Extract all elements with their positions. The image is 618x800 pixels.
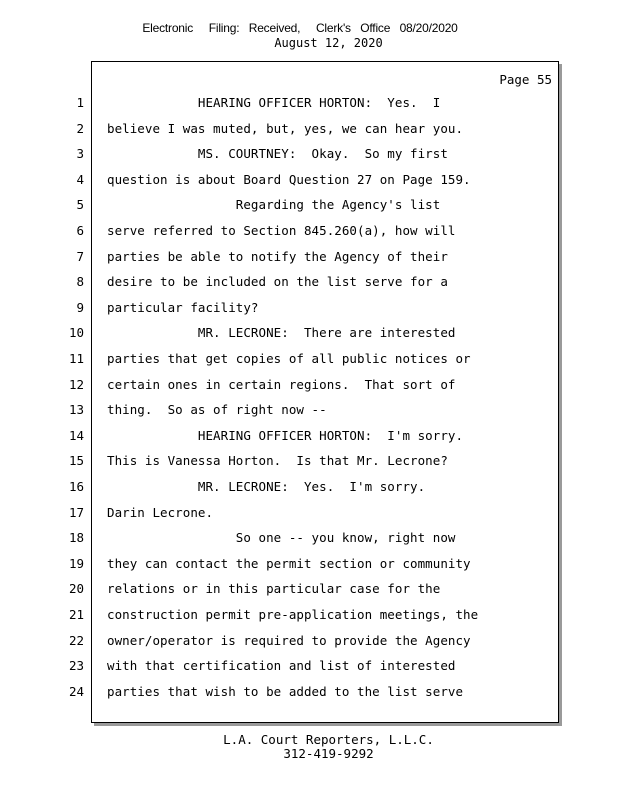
line-number: 3 (76, 146, 84, 162)
transcript-line (0, 529, 618, 547)
transcript-line (0, 196, 618, 214)
footer (0, 733, 618, 761)
line-text: MR. LECRONE: Yes. I'm sorry. (107, 479, 426, 494)
transcript-line (0, 657, 618, 675)
line-text: Darin Lecrone. (107, 504, 214, 520)
line-text: MS. COURTNEY: Okay. So my first (107, 146, 448, 162)
line-text: HEARING OFFICER HORTON: I'm sorry. (107, 427, 464, 443)
transcript-line (0, 606, 618, 624)
line-number: 2 (76, 120, 84, 136)
line-text: parties that get copies of all public notices or (107, 351, 471, 366)
transcript-line (0, 376, 618, 394)
line-number: 9 (76, 299, 84, 315)
line-text: owner/operator is required to provide the Agency (107, 632, 471, 648)
transcript-line (0, 222, 618, 240)
line-number: 5 (76, 197, 84, 213)
line-text: relations or in this particular case for the (107, 581, 441, 597)
transcript-line (0, 632, 618, 650)
line-text: So one -- you know, right now (107, 530, 456, 546)
transcript-line (0, 145, 618, 163)
line-text: Regarding the Agency's list (107, 197, 441, 213)
line-number: 12 (68, 376, 84, 392)
reporter-phone: 312-419-9292 (283, 746, 374, 761)
transcript-line (0, 273, 618, 291)
line-number: 24 (68, 683, 84, 699)
line-text: This is Vanessa Horton. Is that Mr. Lecrone? (107, 453, 448, 469)
filing-stamp: Electronic Filing: Received, Clerk's Office 08/20/2020 (142, 21, 458, 35)
transcript-line (0, 401, 618, 419)
transcript-line (0, 504, 618, 522)
line-number: 8 (76, 274, 84, 290)
line-number: 17 (68, 504, 84, 520)
line-text: construction permit pre-application meetings, the (107, 607, 479, 622)
transcript-line (0, 299, 618, 317)
line-text: question is about Board Question 27 on Page 159. (107, 171, 471, 187)
transcript-line (0, 171, 618, 189)
line-text: thing. So as of right now -- (107, 402, 327, 418)
transcript-line (0, 555, 618, 573)
line-number: 7 (76, 248, 84, 264)
line-number: 10 (68, 325, 84, 341)
transcript-date: August 12, 2020 (274, 36, 383, 50)
line-text: HEARING OFFICER HORTON: Yes. I (107, 95, 441, 110)
line-text: serve referred to Section 845.260(a), how will (107, 223, 456, 238)
line-number: 18 (68, 530, 84, 546)
transcript-line (0, 248, 618, 266)
line-text: parties be able to notify the Agency of their (107, 248, 448, 264)
line-text: they can contact the permit section or community (107, 555, 471, 571)
transcript-line (0, 350, 618, 368)
line-number: 14 (68, 427, 84, 443)
line-text: believe I was muted, but, yes, we can hear you. (107, 120, 464, 136)
line-text: certain ones in certain regions. That sort of (107, 376, 456, 392)
page-number: Page 55 (499, 72, 552, 87)
reporter-company: L.A. Court Reporters, L.L.C. (223, 732, 434, 747)
line-number: 21 (68, 607, 84, 622)
line-number: 13 (68, 402, 84, 418)
line-number: 6 (76, 223, 84, 238)
line-number: 1 (76, 95, 84, 110)
transcript-line (0, 120, 618, 138)
transcript-line (0, 94, 618, 112)
line-text: particular facility? (107, 299, 259, 315)
line-number: 11 (68, 351, 84, 366)
line-number: 22 (68, 632, 84, 648)
line-number: 20 (68, 581, 84, 597)
line-text: with that certification and list of interested (107, 658, 456, 674)
transcript-line (0, 452, 618, 470)
line-number: 4 (76, 171, 84, 187)
line-number: 19 (68, 555, 84, 571)
line-text: MR. LECRONE: There are interested (107, 325, 456, 341)
transcript-line (0, 324, 618, 342)
line-number: 23 (68, 658, 84, 674)
transcript-line (0, 580, 618, 598)
transcript-line (0, 478, 618, 496)
line-text: desire to be included on the list serve for a (107, 274, 448, 290)
transcript-line (0, 427, 618, 445)
transcript-line (0, 683, 618, 701)
line-number: 16 (68, 479, 84, 494)
line-number: 15 (68, 453, 84, 469)
line-text: parties that wish to be added to the list serve (107, 683, 464, 699)
